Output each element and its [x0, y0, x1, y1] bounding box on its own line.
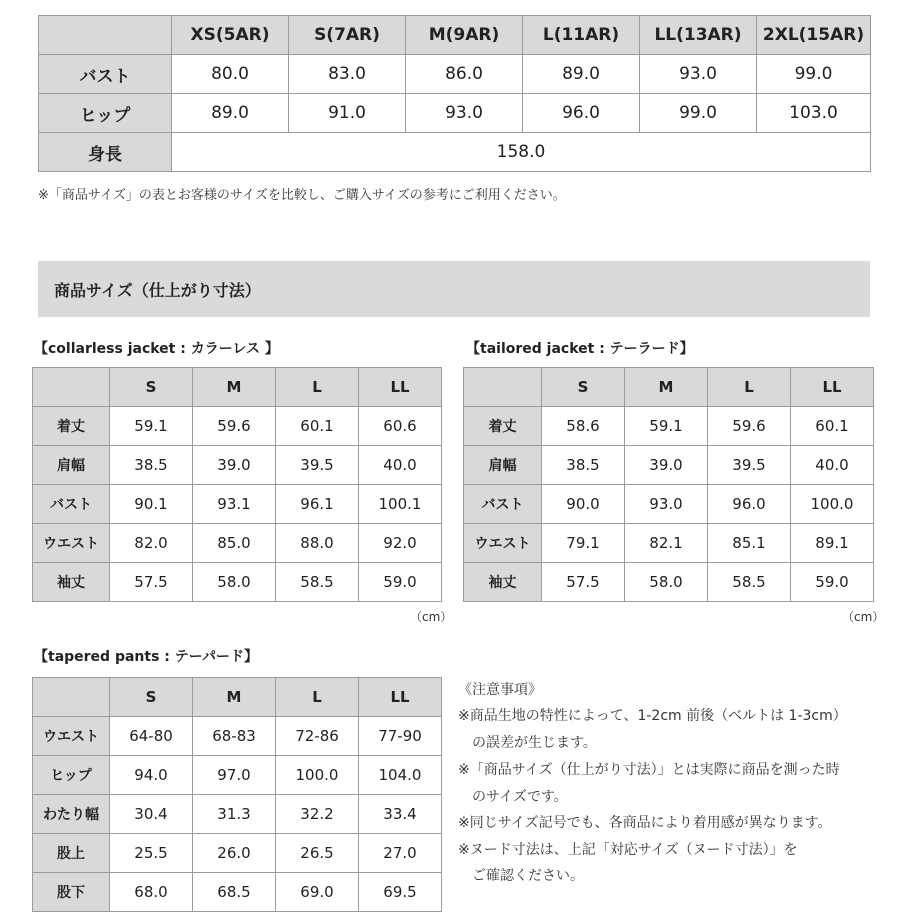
table-row: [33, 485, 442, 524]
table-cell: 89.0: [523, 55, 640, 94]
row-label: ウエスト: [464, 524, 542, 563]
table-cell: 93.0: [625, 485, 708, 524]
table-cell: 100.0: [791, 485, 874, 524]
table-cell: 100.1: [359, 485, 442, 524]
table-cell: 39.5: [276, 446, 359, 485]
table-row: [33, 563, 442, 602]
header-cell: LL(13AR): [640, 16, 757, 55]
caution-line: の誤差が生じます。: [458, 735, 597, 751]
section-banner: [38, 261, 870, 317]
table-cell: 27.0: [359, 834, 442, 873]
header-cell: S: [110, 368, 193, 407]
table-cell: 39.5: [708, 446, 791, 485]
header-cell: [33, 368, 110, 407]
unit-label: （cm）: [410, 610, 453, 624]
row-label: 肩幅: [33, 446, 110, 485]
row-label: 股下: [33, 873, 110, 912]
table-cell: 60.6: [359, 407, 442, 446]
header-cell: M: [193, 678, 276, 717]
row-label: 袖丈: [33, 563, 110, 602]
row-label: 肩幅: [464, 446, 542, 485]
table-cell: 39.0: [625, 446, 708, 485]
table-row: [33, 407, 442, 446]
table-cell: 77-90: [359, 717, 442, 756]
table-header-row: [39, 16, 871, 55]
header-cell: LL: [359, 368, 442, 407]
header-cell: LL: [791, 368, 874, 407]
table-cell: 68.0: [110, 873, 193, 912]
header-cell: S: [110, 678, 193, 717]
pants-title: 【tapered pants : テーパード】: [34, 649, 259, 665]
header-cell: XS(5AR): [172, 16, 289, 55]
table-cell: 91.0: [289, 94, 406, 133]
table-cell: 93.1: [193, 485, 276, 524]
header-cell: M: [625, 368, 708, 407]
table-cell: 89.0: [172, 94, 289, 133]
table-cell: 26.5: [276, 834, 359, 873]
header-cell: [464, 368, 542, 407]
table-cell: 100.0: [276, 756, 359, 795]
table-cell: 96.0: [708, 485, 791, 524]
table-cell: 60.1: [276, 407, 359, 446]
table-cell: 72-86: [276, 717, 359, 756]
table-cell: 26.0: [193, 834, 276, 873]
table-cell: 69.0: [276, 873, 359, 912]
table-cell: 59.6: [193, 407, 276, 446]
table-cell: 80.0: [172, 55, 289, 94]
table-cell: 104.0: [359, 756, 442, 795]
table-cell: 97.0: [193, 756, 276, 795]
table-row: [464, 485, 874, 524]
table-cell: 31.3: [193, 795, 276, 834]
header-cell: S(7AR): [289, 16, 406, 55]
table-cell: 103.0: [757, 94, 871, 133]
table-cell: 59.0: [791, 563, 874, 602]
row-label: 着丈: [33, 407, 110, 446]
unit-label: （cm）: [842, 610, 885, 624]
table-cell: 59.1: [110, 407, 193, 446]
table-row: [33, 717, 442, 756]
row-label: ウエスト: [33, 524, 110, 563]
table-row: [464, 563, 874, 602]
table-cell: 99.0: [757, 55, 871, 94]
table-cell: 93.0: [406, 94, 523, 133]
table-row: [464, 524, 874, 563]
table-cell: 57.5: [542, 563, 625, 602]
table-cell: 83.0: [289, 55, 406, 94]
table-row: [33, 524, 442, 563]
table-header-row: [33, 678, 442, 717]
collarless-size-table: [32, 367, 442, 602]
table-cell: 38.5: [542, 446, 625, 485]
cautions-title: 《注意事項》: [458, 682, 542, 698]
table-cell: 33.4: [359, 795, 442, 834]
header-cell: L(11AR): [523, 16, 640, 55]
table-cell: 57.5: [110, 563, 193, 602]
table-cell: 40.0: [791, 446, 874, 485]
table-row: [464, 446, 874, 485]
table-cell: 86.0: [406, 55, 523, 94]
height-value: 158.0: [172, 133, 871, 172]
header-cell: LL: [359, 678, 442, 717]
table-cell: 85.1: [708, 524, 791, 563]
row-label: バスト: [39, 55, 172, 94]
section-title: 商品サイズ（仕上がり寸法）: [54, 281, 261, 300]
table-row: [33, 795, 442, 834]
caution-line: ※同じサイズ記号でも、各商品により着用感が異なります。: [458, 815, 832, 831]
row-label: バスト: [33, 485, 110, 524]
table-cell: 59.0: [359, 563, 442, 602]
nude-size-table: [38, 15, 871, 172]
table-cell: 58.6: [542, 407, 625, 446]
header-cell: M: [193, 368, 276, 407]
table-cell: 90.1: [110, 485, 193, 524]
table-cell: 96.0: [523, 94, 640, 133]
table-cell: 90.0: [542, 485, 625, 524]
table-cell: 25.5: [110, 834, 193, 873]
header-cell: L: [276, 678, 359, 717]
row-label: ヒップ: [33, 756, 110, 795]
table-cell: 59.1: [625, 407, 708, 446]
table-row: [464, 407, 874, 446]
table-cell: 88.0: [276, 524, 359, 563]
row-label: 着丈: [464, 407, 542, 446]
row-label: バスト: [464, 485, 542, 524]
header-cell: L: [708, 368, 791, 407]
table-row: [39, 94, 871, 133]
table-cell: 38.5: [110, 446, 193, 485]
table-row: [33, 446, 442, 485]
row-label: わたり幅: [33, 795, 110, 834]
table-cell: 69.5: [359, 873, 442, 912]
table-row: [39, 55, 871, 94]
table-cell: 30.4: [110, 795, 193, 834]
table-cell: 93.0: [640, 55, 757, 94]
row-label: 袖丈: [464, 563, 542, 602]
compare-note: ※「商品サイズ」の表とお客様のサイズを比較し、ご購入サイズの参考にご利用ください。: [38, 188, 566, 203]
table-cell: 99.0: [640, 94, 757, 133]
table-cell: 59.6: [708, 407, 791, 446]
pants-size-table: [32, 677, 442, 912]
table-header-row: [33, 368, 442, 407]
table-cell: 89.1: [791, 524, 874, 563]
caution-line: のサイズです。: [458, 789, 568, 805]
table-cell: 82.1: [625, 524, 708, 563]
table-cell: 58.5: [276, 563, 359, 602]
table-cell: 92.0: [359, 524, 442, 563]
header-cell: 2XL(15AR): [757, 16, 871, 55]
tailored-title: 【tailored jacket : テーラード】: [466, 341, 694, 357]
table-cell: 64-80: [110, 717, 193, 756]
table-cell: 60.1: [791, 407, 874, 446]
row-label: 股上: [33, 834, 110, 873]
collarless-title: 【collarless jacket : カラーレス 】: [34, 341, 279, 357]
caution-line: ※「商品サイズ（仕上がり寸法）」とは実際に商品を測った時: [458, 762, 840, 778]
table-row: [33, 834, 442, 873]
header-cell: L: [276, 368, 359, 407]
table-cell: 68-83: [193, 717, 276, 756]
tailored-size-table: [463, 367, 874, 602]
table-cell: 40.0: [359, 446, 442, 485]
table-cell: 68.5: [193, 873, 276, 912]
table-cell: 58.0: [193, 563, 276, 602]
table-cell: 39.0: [193, 446, 276, 485]
table-cell: 94.0: [110, 756, 193, 795]
caution-line: ※商品生地の特性によって、1-2cm 前後（ベルトは 1-3cm）: [458, 708, 847, 724]
row-label: 身長: [39, 133, 172, 172]
table-row: [39, 133, 871, 172]
table-cell: 32.2: [276, 795, 359, 834]
table-header-row: [464, 368, 874, 407]
row-label: ヒップ: [39, 94, 172, 133]
header-cell: S: [542, 368, 625, 407]
table-cell: 58.0: [625, 563, 708, 602]
header-cell: [39, 16, 172, 55]
header-cell: M(9AR): [406, 16, 523, 55]
table-cell: 58.5: [708, 563, 791, 602]
header-cell: [33, 678, 110, 717]
table-cell: 96.1: [276, 485, 359, 524]
caution-line: ご確認ください。: [458, 868, 584, 884]
table-cell: 79.1: [542, 524, 625, 563]
table-cell: 82.0: [110, 524, 193, 563]
caution-line: ※ヌード寸法は、上記「対応サイズ（ヌード寸法）」を: [458, 842, 798, 858]
table-row: [33, 756, 442, 795]
table-cell: 85.0: [193, 524, 276, 563]
table-row: [33, 873, 442, 912]
row-label: ウエスト: [33, 717, 110, 756]
